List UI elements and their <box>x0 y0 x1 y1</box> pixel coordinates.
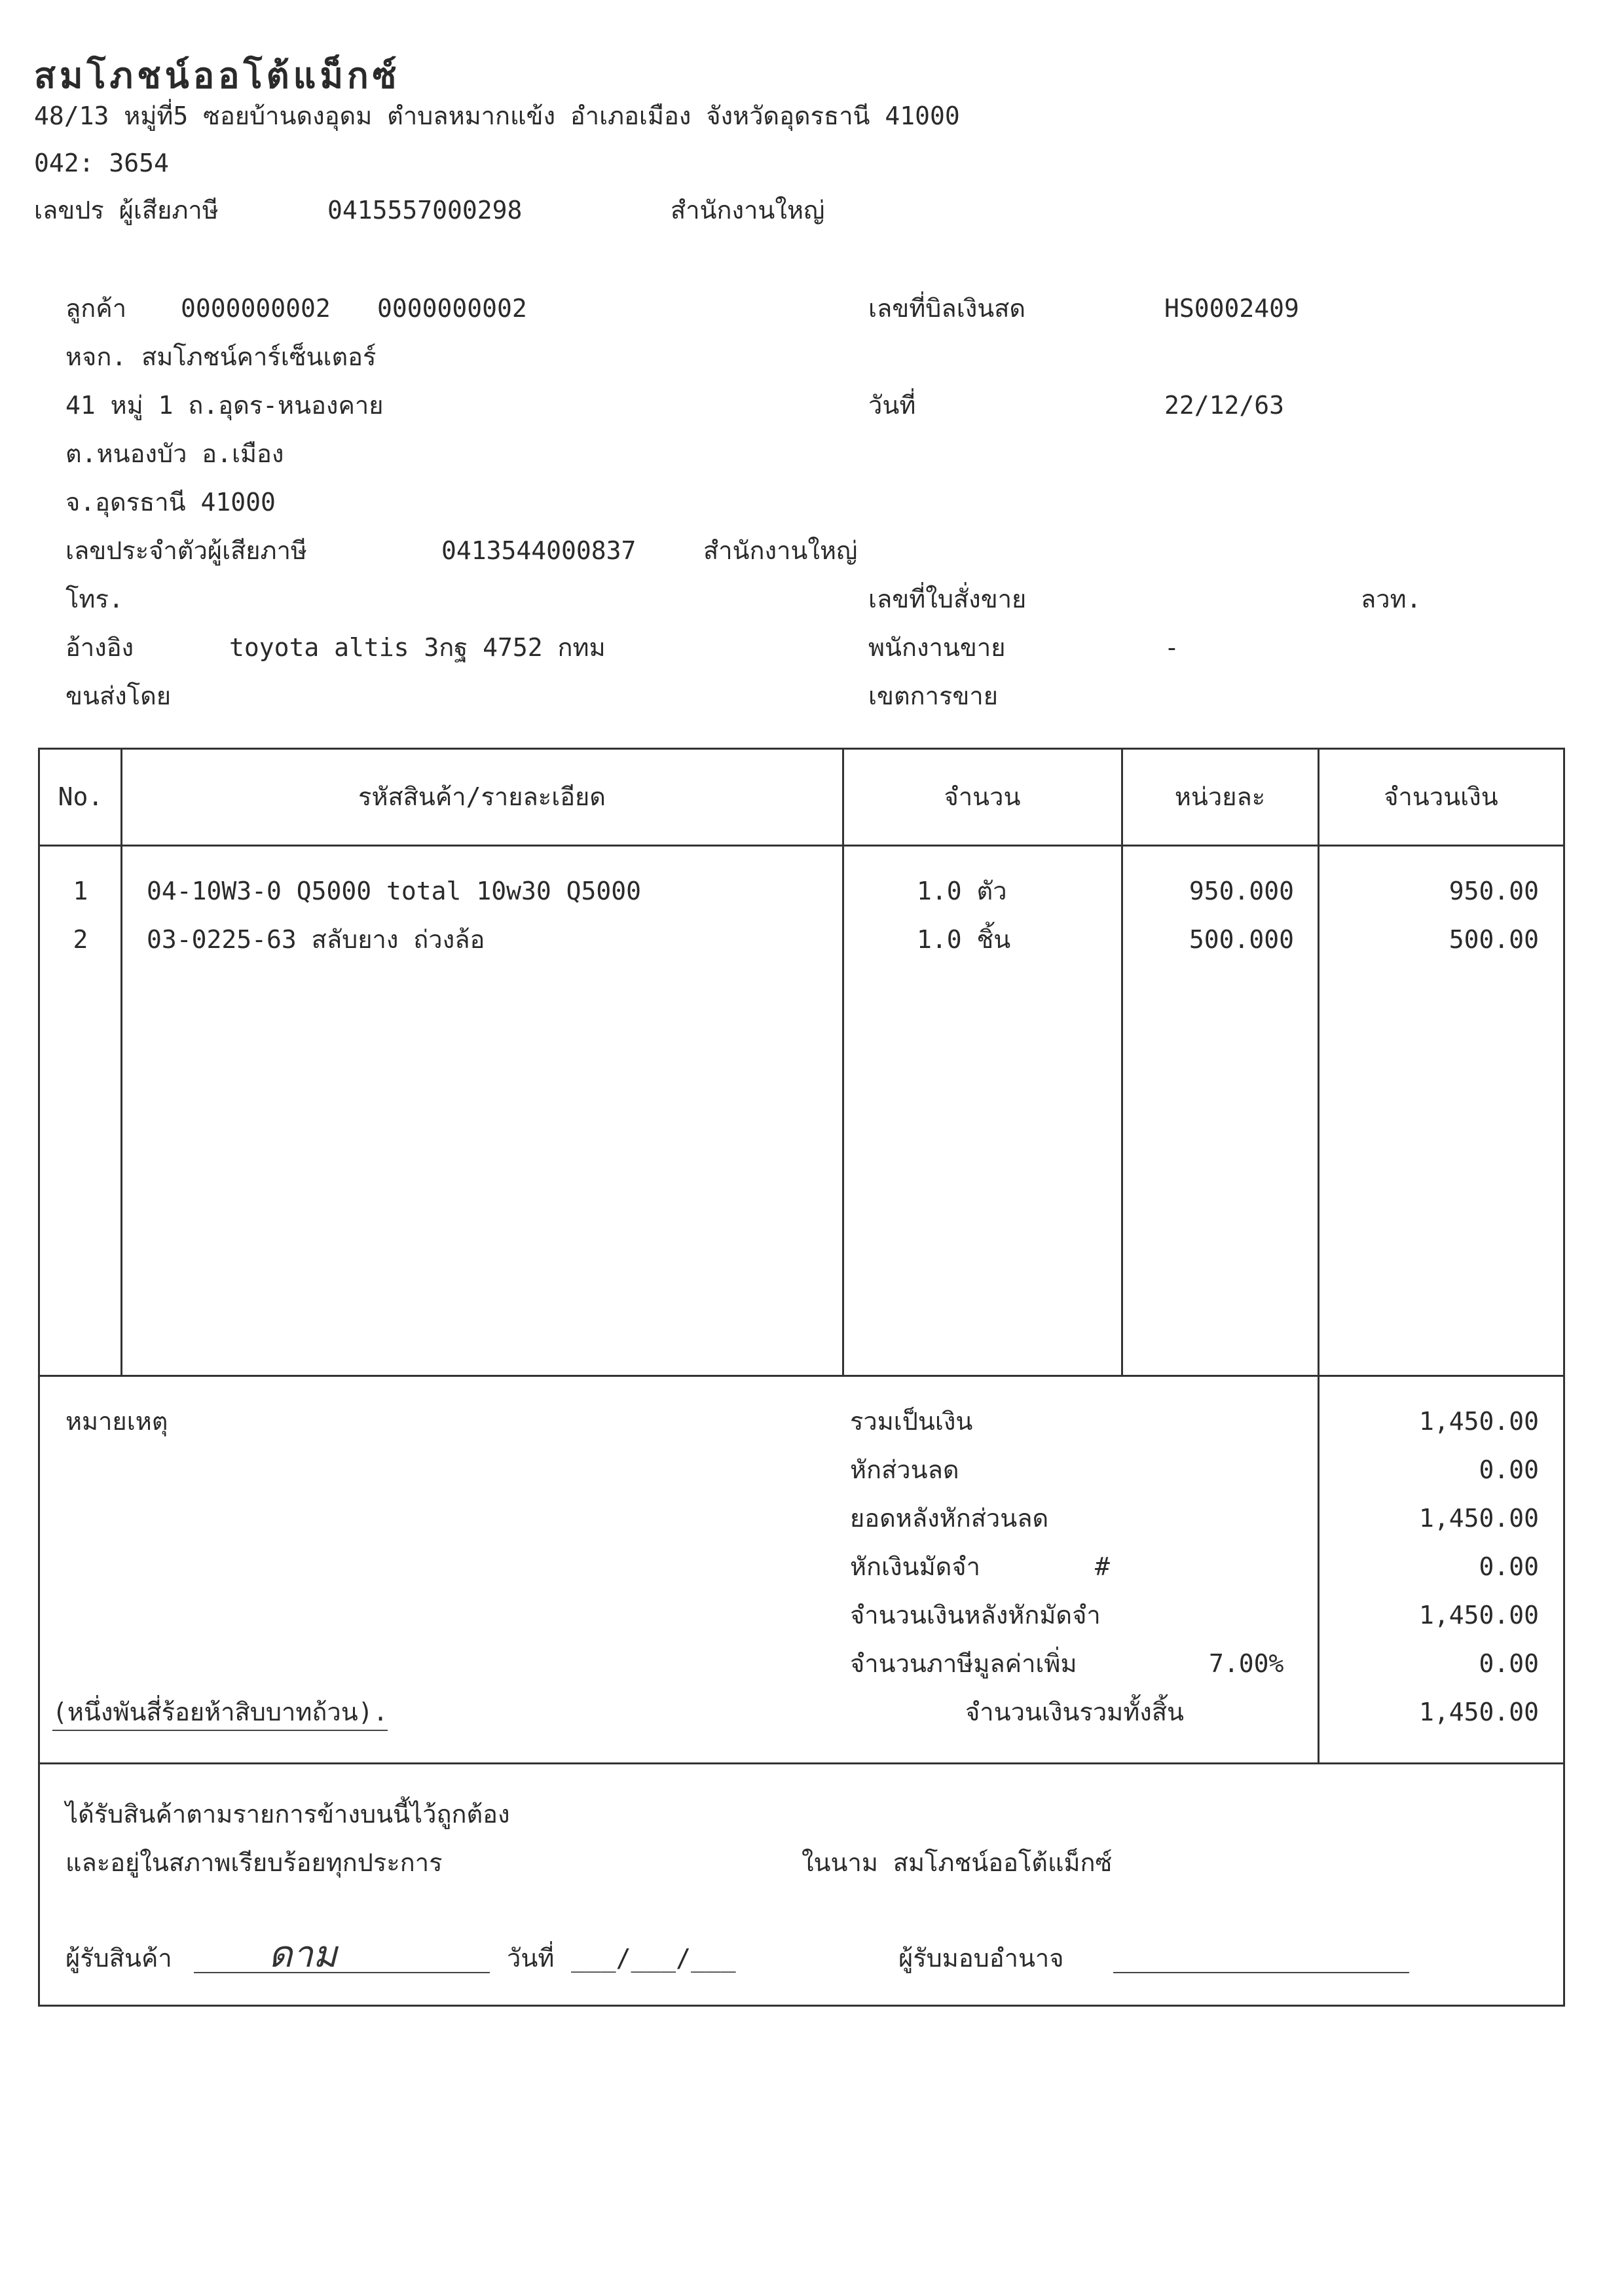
deposit-label: หักเงินมัดจำ <box>850 1552 980 1581</box>
sales-zone-label: เขตการขาย <box>868 682 998 710</box>
header-description: รหัสสินค้า/รายละเอียด <box>358 782 606 811</box>
salesperson-label: พนักงานขาย <box>868 633 1006 662</box>
grand-total-value: 1,450.00 <box>1418 1698 1539 1726</box>
row-quantity: 1.0 ตัว <box>917 877 1007 905</box>
receiver-signature: ดาม <box>268 1933 337 1976</box>
company-tax-label: เลขปร ผู้เสียภาษี <box>34 196 219 225</box>
amount-in-words: (หนึ่งพันสี่ร้อยห้าสิบบาทถ้วน). <box>52 1700 388 1731</box>
row-no: 1 <box>73 877 88 905</box>
company-phone: 042: 3654 <box>34 149 169 177</box>
discount-label: หักส่วนลด <box>850 1455 959 1484</box>
subtotal-value: 1,450.00 <box>1418 1407 1539 1436</box>
reference-value: toyota altis 3กฐ 4752 กทม <box>229 633 606 662</box>
header-amount: จำนวนเงิน <box>1384 782 1498 811</box>
discount-value: 0.00 <box>1479 1455 1539 1484</box>
date-label: วันที่ <box>868 391 916 420</box>
customer-code-2: 0000000002 <box>377 294 527 323</box>
header-unit-price: หน่วยละ <box>1174 782 1266 811</box>
company-tax-id: 0415557000298 <box>327 196 523 225</box>
vat-rate: 7.00% <box>1209 1649 1284 1678</box>
receive-date-blank: ___/___/___ <box>571 1944 736 1973</box>
subtotal-label: รวมเป็นเงิน <box>850 1407 973 1436</box>
company-name: สมโภชน์ออโต้แม็กซ์ <box>34 55 401 96</box>
row-unit-price: 500.000 <box>1189 925 1294 954</box>
header-quantity: จำนวน <box>944 782 1021 811</box>
authorized-signature-line <box>1113 1972 1409 1973</box>
bill-number-label: เลขที่บิลเงินสด <box>868 294 1026 323</box>
row-no: 2 <box>73 925 88 954</box>
deposit-value: 0.00 <box>1479 1552 1539 1581</box>
company-branch: สำนักงานใหญ่ <box>671 196 825 225</box>
row-unit-price: 950.000 <box>1189 877 1294 905</box>
after-deposit-label: จำนวนเงินหลังหักมัดจำ <box>850 1601 1101 1630</box>
bill-number: HS0002409 <box>1164 294 1299 323</box>
on-behalf-of: ในนาม สมโภชน์ออโต้แม็กซ์ <box>802 1848 1113 1877</box>
row-amount: 500.00 <box>1449 925 1539 954</box>
received-statement-2: และอยู่ในสภาพเรียบร้อยทุกประการ <box>65 1848 443 1877</box>
row-description: 04-10W3-0 Q5000 total 10w30 Q5000 <box>147 877 641 905</box>
salesperson-value: - <box>1164 633 1179 662</box>
customer-label: ลูกค้า <box>65 294 127 323</box>
sales-order-value: ลวท. <box>1361 585 1422 613</box>
customer-name: หจก. สมโภชน์คาร์เซ็นเตอร์ <box>65 342 377 371</box>
bill-date: 22/12/63 <box>1164 391 1285 420</box>
vat-label: จำนวนภาษีมูลค่าเพิ่ม <box>850 1649 1077 1678</box>
receive-date-label: วันที่ <box>507 1944 555 1973</box>
customer-tax-id: 0413544000837 <box>441 536 637 565</box>
customer-code-1: 0000000002 <box>181 294 331 323</box>
authorized-label: ผู้รับมอบอำนาจ <box>898 1944 1064 1973</box>
row-quantity: 1.0 ชิ้น <box>917 925 1011 954</box>
shipping-label: ขนส่งโดย <box>65 682 172 710</box>
deposit-hash: # <box>1095 1552 1110 1581</box>
customer-branch: สำนักงานใหญ่ <box>703 536 858 565</box>
after-discount-label: ยอดหลังหักส่วนลด <box>850 1504 1049 1533</box>
sales-order-label: เลขที่ใบสั่งขาย <box>868 585 1027 613</box>
row-amount: 950.00 <box>1449 877 1539 905</box>
customer-phone-label: โทร. <box>65 585 124 613</box>
received-statement-1: ได้รับสินค้าตามรายการข้างบนนี้ไว้ถูกต้อง <box>65 1800 510 1829</box>
customer-address-2: ต.หนองบัว อ.เมือง <box>65 439 284 468</box>
header-no: No. <box>58 782 103 811</box>
vat-value: 0.00 <box>1479 1649 1539 1678</box>
row-description: 03-0225-63 สลับยาง ถ่วงล้อ <box>147 925 485 954</box>
receiver-label: ผู้รับสินค้า <box>65 1944 172 1973</box>
after-deposit-value: 1,450.00 <box>1418 1601 1539 1630</box>
receiver-signature-line <box>194 1972 490 1973</box>
remark-label: หมายเหตุ <box>65 1407 168 1436</box>
reference-label: อ้างอิง <box>65 633 134 662</box>
after-discount-value: 1,450.00 <box>1418 1504 1539 1533</box>
grand-total-label: จำนวนเงินรวมทั้งสิ้น <box>965 1698 1184 1726</box>
company-address: 48/13 หมู่ที่5 ซอยบ้านดงอุดม ตำบลหมากแข้ง อำเภอเมือง จังหวัดอุดรธานี 41000 <box>34 101 960 130</box>
customer-address-1: 41 หมู่ 1 ถ.อุดร-หนองคาย <box>65 391 384 420</box>
customer-address-3: จ.อุดรธานี 41000 <box>65 488 276 517</box>
customer-tax-label: เลขประจำตัวผู้เสียภาษี <box>65 536 307 565</box>
